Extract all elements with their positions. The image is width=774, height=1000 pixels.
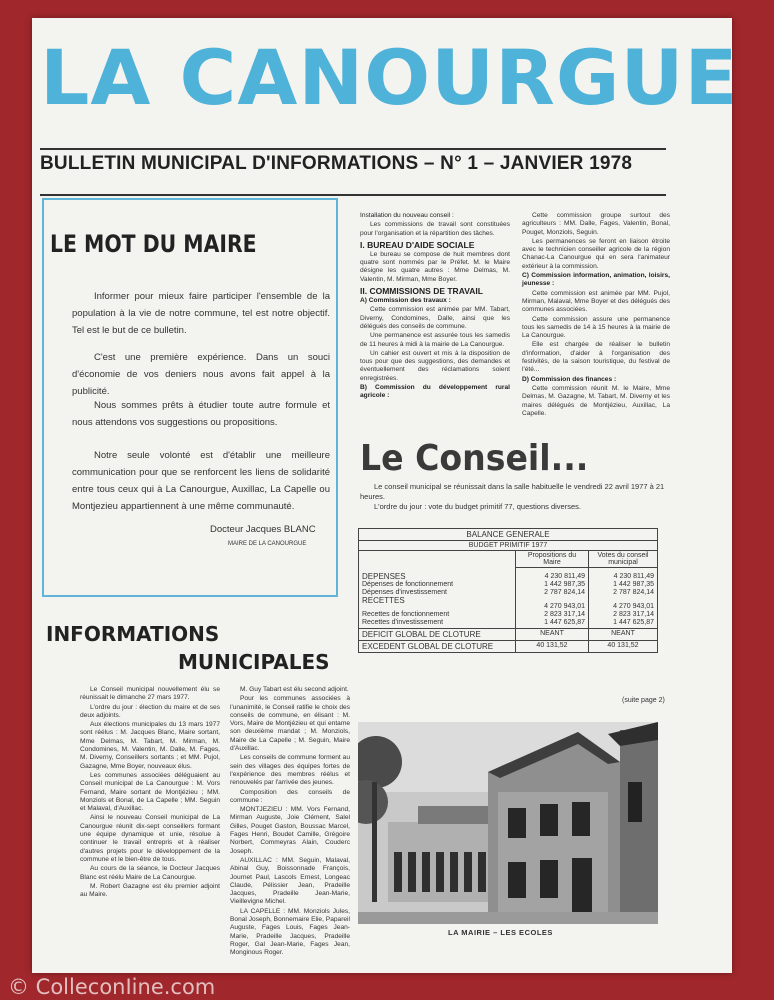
subtitle-rule <box>40 194 666 196</box>
commissions-text: Le bureau se compose de huit membres dont quatre sont nommés par le Préfet. M. le Maire désigne les quatre autres : Mme Delmas, M. Valentin, M. Mirman, Mme Boyer. <box>360 250 510 283</box>
column-header: Votes du conseil municipal <box>589 551 658 568</box>
recettes-lines: Recettes de fonctionnement Recettes d'investissement <box>362 610 450 626</box>
commissions-text: Cette commission groupe surtout des agriculteurs : MM. Dalle, Fages, Valentin, Bonal, Pouget, Monziols, Seguin. <box>522 212 670 236</box>
masthead-title: LA CANOURGUE <box>40 33 739 122</box>
excedent-value: 40 131,52 <box>589 641 658 653</box>
commissions-text: Les permanences se feront en liaison étroite avec le technicien conseiller agricole de la région Chanac-La Canourgue qui en sera l'animateur extérieur à la commission. <box>522 237 670 270</box>
commissions-text: Un cahier est ouvert et mis à la disposition de tous pour que des suggestions, des demandes et éventuellement des réclamations soient enregistrées. <box>360 349 510 382</box>
info-text: Au cours de la séance, le Docteur Jacques Blanc est réélu Maire de La Canourgue. <box>80 865 220 881</box>
info-text: MONTJEZIEU : MM. Vors Fernand, Mirman Auguste, Joie Clément, Salel Gilles, Pouget Gaston, Boussac Marcel, Fages Henri, Boudet Camille, Grégoire Norbert, Commeyras Alain, Couderc Joseph. <box>230 806 350 855</box>
info-text: M. Guy Tabart est élu second adjoint. <box>240 686 349 693</box>
conseil-text: Le conseil municipal se réunissait dans la salle habituelle le vendredi 22 avril 1977 à 21 heures. <box>360 482 665 501</box>
info-text: Les conseils de commune forment au sein des villages des équipes fortes de l'expérience des membres réélus et renouvelés par l'arrivée des jeunes. <box>230 754 350 787</box>
recettes-values: 4 270 943,01 2 823 317,14 1 447 625,87 <box>613 603 654 626</box>
info-column-right <box>230 686 350 959</box>
maire-title: LE MOT DU MAIRE <box>50 230 257 258</box>
maire-paragraph: Nous sommes prêts à étudier toute autre formule et nous attendons vos suggestions ou propositions. <box>72 400 330 428</box>
budget-table <box>358 528 658 653</box>
proposition-values <box>516 568 589 629</box>
maire-paragraph: C'est une première expérience. Dans un souci d'économie de vos deniers nous avons fait appel à la publicité. <box>72 352 330 397</box>
conseil-intro <box>360 482 680 512</box>
signature-title: MAIRE DE LA CANOURGUE <box>228 541 307 547</box>
depenses-values: 4 230 811,49 1 442 987,35 2 787 824,14 <box>613 573 654 596</box>
info-text: M. Robert Gazagne est élu premier adjoint au Maire. <box>80 882 220 899</box>
budget-labels <box>359 568 516 629</box>
maire-paragraph: Notre seule volonté est d'établir une meilleure communication pour que se renforcent les liens de solidarité entre tous ceux qui à La Canourgue, Auxillac, La Capelle ou Montjezieu appartiennent à une même communauté. <box>72 450 330 512</box>
deficit-value: NEANT <box>589 629 658 641</box>
bulletin-subtitle: BULLETIN MUNICIPAL D'INFORMATIONS – N° 1 – JANVIER 1978 <box>40 153 633 174</box>
budget-empty-cell <box>359 551 516 568</box>
commissions-text: Cette commission assure une permanence tous les samedis de 14 à 15 heures à la mairie de La Canourgue. <box>522 315 670 340</box>
conseil-title: Le Conseil... <box>360 438 589 479</box>
watermark-text: © ColleconIine.com <box>8 975 216 999</box>
info-text: Aux élections municipales du 13 mars 1977 sont réélus : M. Jacques Blanc, Maire sortant, Mme Delmas, M. Tabart, M. Mirman, M. Condomines, M. Valentin, M. Dalle, M. Fages, M. Diverny, Conseillers sortants ; et MM. Pujol, Gazagne, Mme Boyer, nouveaux élus. <box>80 721 220 770</box>
photo-caption: LA MAIRIE – LES ECOLES <box>448 928 553 937</box>
continued-note: (suite page 2) <box>622 697 665 704</box>
info-text: L'ordre du jour : élection du maire et de ses deux adjoints. <box>80 703 220 719</box>
info-title: MUNICIPALES <box>178 650 330 674</box>
budget-subheader: BUDGET PRIMITIF 1977 <box>359 541 658 551</box>
commissions-text: Cette commission réunit M. le Maire, Mme Delmas, M. Gazagne, M. Tabart, M. Diverny et les maires délégués de Montjézieu, Auxillac, La Capelle. <box>522 384 670 417</box>
depenses-values: 4 230 811,49 1 442 987,35 2 787 824,14 <box>544 573 585 596</box>
section-heading: II. COMMISSIONS DE TRAVAIL <box>360 286 483 297</box>
info-text: Ainsi le nouveau Conseil municipal de La Canourgue réunit dix-sept conseillers formant une équipe dynamique et unie, résolue à continuer le travail entrepris et à réaliser d'autres projets pour le développement de la commune et le bien-être de tous. <box>80 814 220 863</box>
recettes-values: 4 270 943,01 2 823 317,14 1 447 625,87 <box>544 603 585 626</box>
info-text: Composition des conseils de commune : <box>230 788 350 804</box>
top-rule <box>40 148 666 150</box>
excedent-value: 40 131,52 <box>516 641 589 653</box>
info-column-left <box>80 686 220 900</box>
deficit-label: DEFICIT GLOBAL DE CLOTURE <box>359 629 516 641</box>
recettes-label: RECETTES <box>362 595 405 605</box>
info-text: LA CAPELLE : MM. Monziols Jules, Bonal Joseph, Bonnemaire Elie, Papareil Auguste, Fages Louis, Fages Jean-Marie, Pradeille Jacques, Pradeille Roger, Gal Jean-Marie, Fages Jean, Monginous Roger. <box>230 907 350 957</box>
sub-heading: C) Commission information, animation, loisirs, jeunesse : <box>522 272 670 288</box>
info-title: INFORMATIONS <box>46 622 220 646</box>
commissions-text: Les commissions de travail sont constituées pour l'organisation et la répartition des tâches. <box>360 221 510 237</box>
sub-heading: A) Commission des travaux : <box>360 297 451 305</box>
conseil-text: L'ordre du jour : vote du budget primitif 77, questions diverses. <box>374 502 581 511</box>
commissions-column-2 <box>522 212 670 419</box>
commissions-text: Cette commission est animée par MM. Pujol, Mirman, Malaval, Mme Boyer et des délégués des communes associées. <box>522 289 670 314</box>
commissions-text: Elle est chargée de réaliser le bulletin d'information, d'aider à l'organisation des festivités, de la saison touristique, du festival de l'été... <box>522 341 670 374</box>
info-text: AUXILLAC : MM. Seguin, Malaval, Abinal Guy, Boissonnade François, Journet Paul, Lascols Ernest, Longeac Claude, Pélissier Jean, Pradeille Jacques, Pradeille Jean-Marie, Vieillevigne Michel. <box>230 856 350 906</box>
deficit-value: NEANT <box>516 629 589 641</box>
section-heading: I. BUREAU D'AIDE SOCIALE <box>360 239 475 250</box>
town-hall-illustration <box>358 722 658 924</box>
info-text: Le Conseil municipal nouvellement élu se réunissait le dimanche 27 mars 1977. <box>80 686 220 702</box>
commissions-text: Cette commission est animée par MM. Tabart, Diverny, Condomines, Dalle, ainsi que les délégués des conseils de commune. <box>360 306 510 330</box>
info-text: Pour les communes associées à l'unanimité, le Conseil ratifie le choix des conseils de commune, en élisant : M. Vors, Maire de Montjézieu et qui entame son deuxième mandat ; M. Monziols, Maire de La Capelle ; M. Seguin, Maire d'Auxillac. <box>230 695 350 753</box>
commissions-text: Une permanence est assurée tous les samedis de 11 heures à midi à la mairie de La Canourgue. <box>360 332 510 348</box>
budget-header: BALANCE GENERALE <box>359 529 658 541</box>
town-hall-photo <box>358 722 658 924</box>
vote-values <box>589 568 658 629</box>
commissions-intro: Installation du nouveau conseil : <box>360 212 454 219</box>
signature-name: Docteur Jacques BLANC <box>210 524 316 535</box>
depenses-label: DEPENSES <box>362 571 406 581</box>
maire-paragraph: Informer pour mieux faire participer l'ensemble de la population à la vie de notre commune, tel est notre objectif. Tel est le but de ce bulletin. <box>72 291 330 336</box>
column-header: Propositions du Maire <box>516 551 589 568</box>
sub-heading: D) Commission des finances : <box>522 375 617 383</box>
depenses-lines: Dépenses de fonctionnement Dépenses d'investissement <box>362 580 454 596</box>
info-text: Les communes associées déléguaient au Conseil municipal de La Canourgue : M. Vors Fernand, Maire sortant de Montjézieu ; MM. Monziols et Bonal, de La Capelle ; MM. Seguin et Malaval, d'Auxillac. <box>80 771 220 813</box>
commissions-column-1 <box>360 212 510 402</box>
sub-heading: B) Commission du développement rural agricole : <box>360 384 510 400</box>
excedent-label: EXCEDENT GLOBAL DE CLOTURE <box>359 641 516 653</box>
